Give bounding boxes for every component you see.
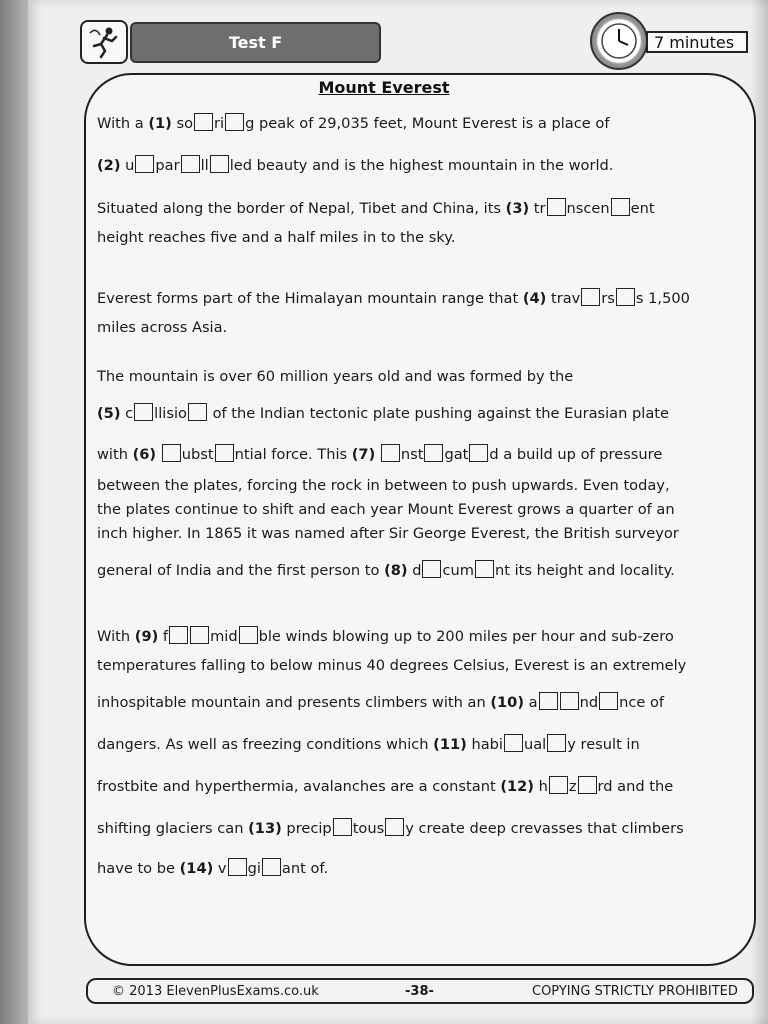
passage-text: h — [533, 778, 548, 795]
letter-gap-box[interactable] — [578, 776, 597, 794]
passage-text: trav — [546, 290, 581, 307]
letter-gap-box[interactable] — [181, 155, 200, 173]
letter-gap-box[interactable] — [190, 626, 209, 644]
passage-line — [97, 288, 690, 309]
passage-text: d — [407, 562, 422, 579]
letter-gap-box[interactable] — [539, 692, 558, 710]
passage-text: between the plates, forcing the rock in between to push upwards. Even today, — [97, 477, 670, 494]
passage-line — [97, 734, 640, 755]
passage-text: g peak of 29,035 feet, Mount Everest is a place of — [245, 115, 610, 132]
passage-text: par — [155, 157, 180, 174]
passage-text: v — [213, 860, 227, 877]
letter-gap-box[interactable] — [385, 818, 404, 836]
passage-text: general of India and the first person to — [97, 562, 385, 579]
letter-gap-box[interactable] — [239, 626, 258, 644]
passage-text: dangers. As well as freezing conditions which — [97, 736, 434, 753]
passage-text: d a build up of pressure — [489, 446, 663, 463]
passage-text: nscen — [566, 200, 610, 217]
passage-text: led beauty and is the highest mountain in the world. — [229, 157, 614, 174]
passage-line — [97, 113, 609, 134]
passage-text: f — [158, 628, 169, 645]
passage-line — [97, 444, 662, 465]
letter-gap-box[interactable] — [162, 444, 181, 462]
question-number: (14) — [179, 860, 214, 877]
passage-text: ri — [214, 115, 225, 132]
question-number: (4) — [522, 290, 547, 307]
passage-text: Everest forms part of the Himalayan mountain range that — [97, 290, 523, 307]
question-number: (6) — [132, 446, 157, 463]
passage-text: nt its height and locality. — [494, 562, 675, 579]
passage-line — [97, 656, 686, 676]
passage-text: of the Indian tectonic plate pushing against the Eurasian plate — [207, 405, 669, 422]
passage-line — [97, 858, 328, 879]
letter-gap-box[interactable] — [262, 858, 281, 876]
passage-line — [97, 524, 679, 544]
passage-text: z — [568, 778, 577, 795]
passage-text: tous — [352, 820, 385, 837]
passage-text: ll — [200, 157, 209, 174]
passage-text: mid — [210, 628, 238, 645]
passage-text: ual — [523, 736, 547, 753]
question-number: (9) — [134, 628, 159, 645]
passage-text: rd and the — [597, 778, 674, 795]
passage-line — [97, 367, 573, 387]
passage-line — [97, 228, 456, 248]
passage-line — [97, 626, 674, 647]
passage-text: ant of. — [281, 860, 329, 877]
passage-text: height reaches five and a half miles in to the sky. — [97, 229, 456, 246]
passage-line — [97, 818, 684, 839]
question-number: (8) — [384, 562, 408, 579]
passage-text: precip — [281, 820, 332, 837]
letter-gap-box[interactable] — [547, 198, 566, 216]
passage-text: s 1,500 — [635, 290, 690, 307]
passage-line — [97, 560, 675, 581]
passage-text: temperatures falling to below minus 40 degrees Celsius, Everest is an extremely — [97, 657, 687, 674]
passage-text: Situated along the border of Nepal, Tibet and China, its — [97, 200, 506, 217]
letter-gap-box[interactable] — [616, 288, 635, 306]
book-spine-shadow — [0, 0, 28, 1024]
letter-gap-box[interactable] — [469, 444, 488, 462]
question-number: (7) — [351, 446, 376, 463]
clock-icon — [590, 12, 648, 70]
question-number: (2) — [97, 157, 121, 174]
passage-text: c — [120, 405, 134, 422]
passage-text: with — [97, 446, 133, 463]
passage-text: shifting glaciers can — [97, 820, 249, 837]
footer-notice: COPYING STRICTLY PROHIBITED — [532, 984, 738, 999]
letter-gap-box[interactable] — [475, 560, 494, 578]
passage-text: ble winds blowing up to 200 miles per hour and sub-zero — [258, 628, 674, 645]
letter-gap-box[interactable] — [188, 403, 207, 421]
letter-gap-box[interactable] — [381, 444, 400, 462]
passage-text: have to be — [97, 860, 180, 877]
passage-line — [97, 776, 673, 797]
passage-text: ubst — [181, 446, 214, 463]
passage-text: habi — [466, 736, 503, 753]
letter-gap-box[interactable] — [134, 403, 153, 421]
letter-gap-box[interactable] — [504, 734, 523, 752]
passage-text: rs — [601, 290, 615, 307]
passage-line — [97, 692, 664, 713]
letter-gap-box[interactable] — [225, 113, 244, 131]
letter-gap-box[interactable] — [422, 560, 441, 578]
passage-text: nce of — [619, 694, 665, 711]
letter-gap-box[interactable] — [333, 818, 352, 836]
question-number: (13) — [248, 820, 282, 837]
passage-text: The mountain is over 60 million years old and was formed by the — [97, 368, 574, 385]
letter-gap-box[interactable] — [228, 858, 247, 876]
runner-logo-icon — [80, 20, 128, 64]
passage-text: frostbite and hyperthermia, avalanches are a constant — [97, 778, 501, 795]
passage-line — [97, 403, 669, 424]
letter-gap-box[interactable] — [549, 776, 568, 794]
letter-gap-box[interactable] — [581, 288, 600, 306]
letter-gap-box[interactable] — [169, 626, 188, 644]
question-number: (12) — [500, 778, 534, 795]
test-title-tab: Test F — [130, 22, 381, 63]
passage-text: llisio — [154, 405, 187, 422]
runner-icon — [86, 25, 122, 59]
question-number: (10) — [490, 694, 524, 711]
passage-text: tr — [529, 200, 546, 217]
passage-line — [97, 476, 670, 496]
letter-gap-box[interactable] — [135, 155, 154, 173]
passage-text: y create deep crevasses that climbers — [405, 820, 684, 837]
question-number: (5) — [97, 405, 121, 422]
passage-line — [97, 318, 227, 338]
passage-title: Mount Everest — [318, 78, 450, 97]
passage-text: ent — [630, 200, 655, 217]
passage-text — [156, 446, 161, 463]
footer-page-number: -38- — [405, 984, 434, 999]
passage-text: nd — [579, 694, 599, 711]
passage-text: nst — [400, 446, 424, 463]
question-number: (11) — [433, 736, 467, 753]
passage-text: the plates continue to shift and each year Mount Everest grows a quarter of an — [97, 501, 675, 518]
letter-gap-box[interactable] — [210, 155, 229, 173]
passage-line — [97, 500, 675, 520]
question-number: (3) — [505, 200, 530, 217]
passage-text: cum — [442, 562, 474, 579]
passage-text: so — [171, 115, 194, 132]
letter-gap-box[interactable] — [215, 444, 234, 462]
letter-gap-box[interactable] — [599, 692, 618, 710]
passage-text: With — [97, 628, 135, 645]
letter-gap-box[interactable] — [611, 198, 630, 216]
passage-line — [97, 155, 613, 176]
passage-text: gi — [247, 860, 261, 877]
passage-text: u — [120, 157, 135, 174]
passage-text: miles across Asia. — [97, 319, 228, 336]
letter-gap-box[interactable] — [560, 692, 579, 710]
passage-text: y result in — [567, 736, 640, 753]
passage-text: gat — [444, 446, 469, 463]
passage-text — [375, 446, 380, 463]
passage-text: ntial force. This — [234, 446, 352, 463]
question-number: (1) — [148, 115, 172, 132]
letter-gap-box[interactable] — [424, 444, 443, 462]
footer-copyright: © 2013 ElevenPlusExams.co.uk — [112, 984, 319, 999]
time-limit-badge: 7 minutes — [646, 31, 748, 53]
passage-text: a — [524, 694, 538, 711]
letter-gap-box[interactable] — [194, 113, 213, 131]
passage-text: With a — [97, 115, 149, 132]
passage-line — [97, 198, 655, 219]
passage-text: inch higher. In 1865 it was named after Sir George Everest, the British surveyor — [97, 525, 679, 542]
letter-gap-box[interactable] — [547, 734, 566, 752]
passage-text: inhospitable mountain and presents climbers with an — [97, 694, 491, 711]
